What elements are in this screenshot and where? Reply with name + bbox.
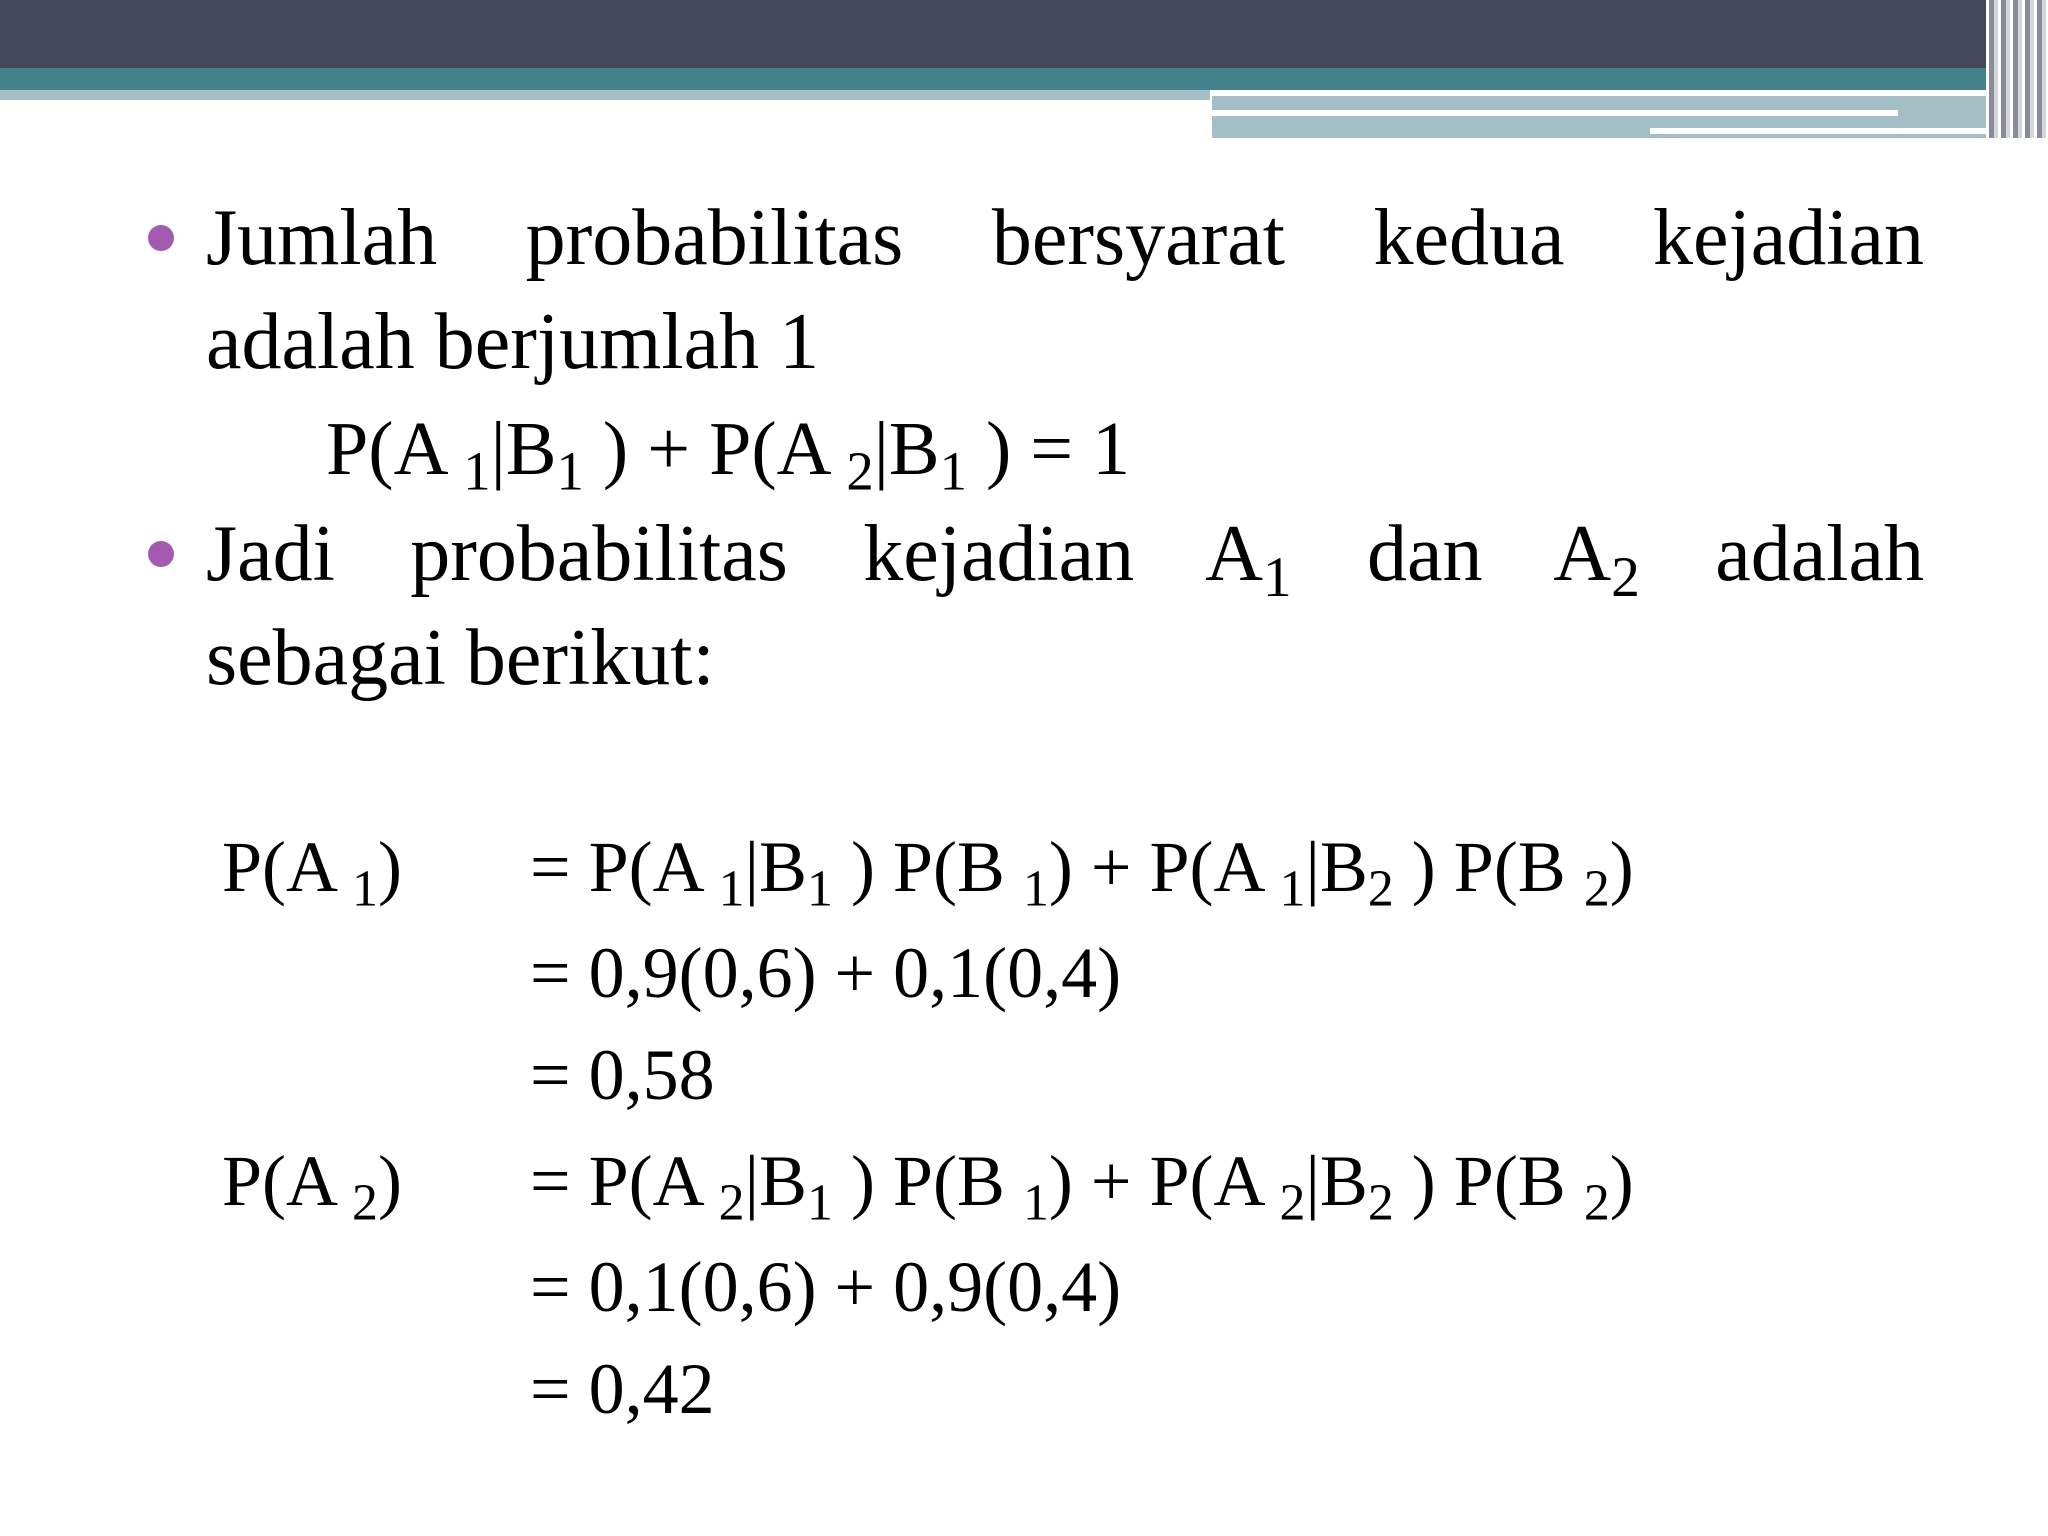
pa2-rhs-line-2: = 0,1(0,6) + 0,9(0,4): [530, 1247, 1122, 1327]
pa2-rhs-line-1: = P(A $_2|B_1$ ) P(B $_1$) + P(A $_2|B_2$ ) P(B $_2$): [530, 1141, 1634, 1232]
bullet-2-text: [206, 502, 1924, 710]
bullet-dot-2: [148, 541, 174, 567]
pa1-rhs-line-2: = 0,9(0,6) + 0,1(0,4): [530, 933, 1122, 1013]
pa1-rhs-line-1: = P(A $_1|B_1$ ) P(B $_1$) + P(A $_1|B_2$ ) P(B $_2$): [530, 827, 1634, 918]
bullet-1-text: [206, 186, 1924, 394]
bullet-1-line-2: adalah berjumlah 1: [206, 298, 820, 386]
pa1-lhs: P(A $_1$): [222, 827, 402, 918]
pa2-result: = 0,42: [530, 1349, 715, 1429]
bullet-2-line-1: Jadi probabilitas kejadian $A_1$ dan $A_2$ adalah: [206, 510, 1925, 610]
pa1-result: = 0,58: [530, 1035, 715, 1115]
bullet-2-line-2: sebagai berikut:: [206, 614, 715, 702]
conditional-sum-formula: P(A $_1|B_1$ ) + P(A $_2|B_1$ ) = 1: [326, 407, 1131, 502]
pa2-lhs: P(A $_2$): [222, 1141, 402, 1232]
bullet-1-line-1: Jumlah probabilitas bersyarat kedua kejadian: [206, 194, 1925, 282]
bullet-dot-1: [148, 225, 174, 251]
